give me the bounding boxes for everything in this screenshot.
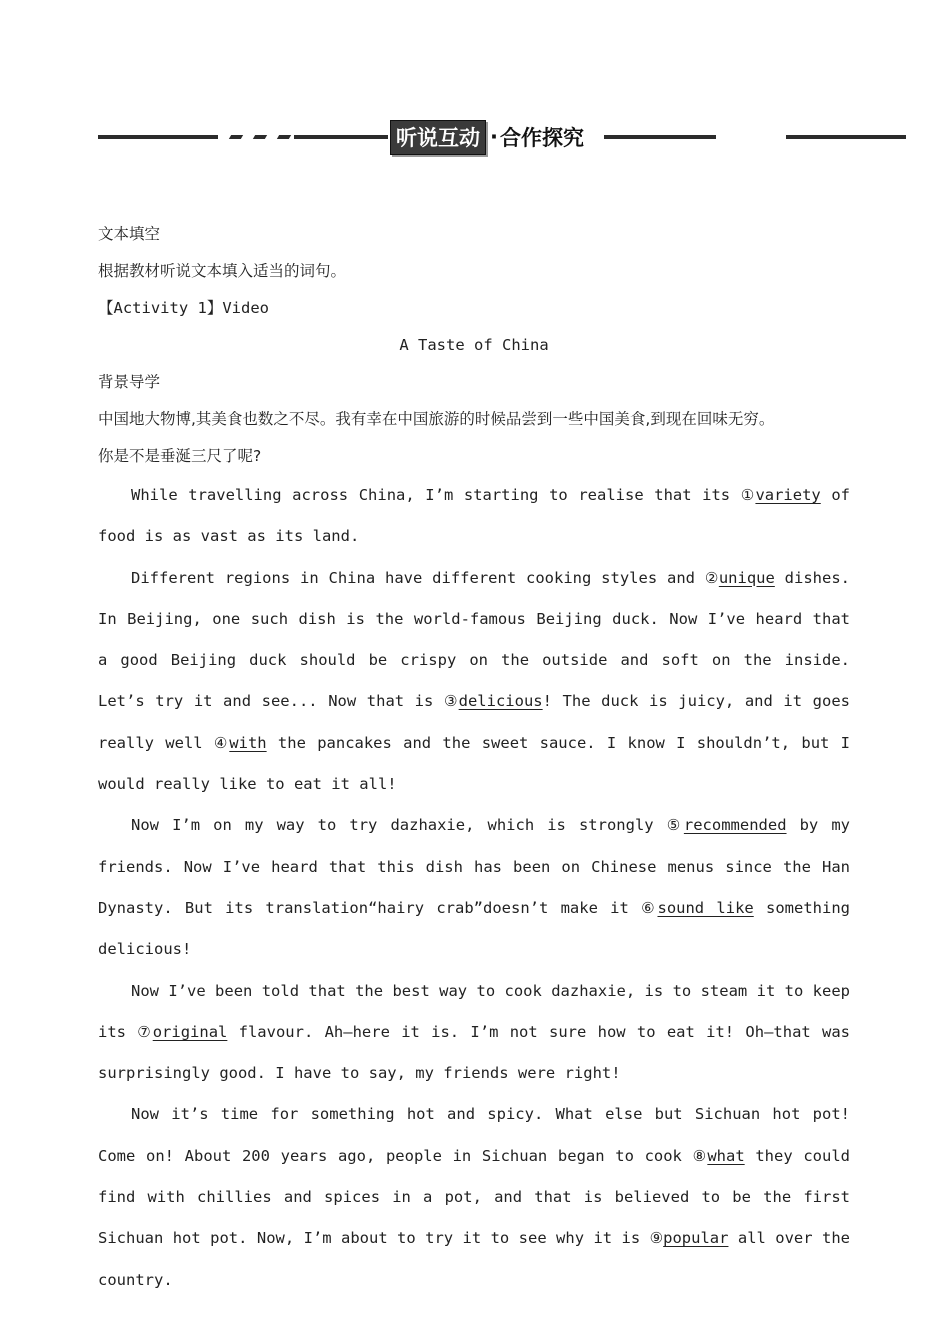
paragraph-text: Now I’ve been told that the best way to cook dazhaxie, is to steam it to keep its — [98, 981, 850, 1041]
header-dash — [253, 135, 267, 139]
header-boxed-label: 听说互动 — [390, 120, 486, 155]
header-rule-mid — [294, 135, 388, 139]
header-title — [390, 122, 584, 152]
background-text: 中国地大物博,其美食也数之不尽。我有幸在中国旅游的时候品尝到一些中国美食,到现在回味无穷。 — [98, 410, 775, 428]
blank-number: ⑨ — [649, 1229, 664, 1248]
header-rule-right — [604, 135, 716, 139]
passage-paragraph-3 — [98, 805, 850, 970]
paragraph-text: of food is as vast as its land. — [98, 486, 851, 546]
blank-number: ⑦ — [137, 1022, 153, 1041]
header-dash — [229, 135, 243, 139]
header-subtitle: 合作探究 — [499, 126, 584, 150]
paragraph-text: ! The duck is juicy, and it goes really well — [98, 692, 850, 752]
header-separator: · — [490, 125, 498, 149]
passage-paragraph-5 — [98, 1094, 850, 1300]
passage-paragraph-2 — [98, 558, 850, 806]
answer-blank: popular — [663, 1229, 729, 1248]
background-label: 背景导学 — [98, 373, 161, 391]
worksheet-content — [98, 216, 850, 1301]
header-rule-far-right — [786, 135, 906, 139]
answer-blank: recommended — [683, 816, 787, 835]
section-header — [98, 118, 906, 156]
paragraph-text: all over the country. — [98, 1229, 851, 1289]
instruction: 根据教材听说文本填入适当的词句。 — [98, 262, 347, 280]
answer-blank: original — [152, 1022, 228, 1041]
paragraph-text: by my friends. Now I’ve heard that this dish has been on Chinese menus since the Han Dynasty. But its translation“hairy crab”doesn’t make it — [98, 816, 850, 917]
blank-number: ⑧ — [692, 1146, 708, 1165]
paragraph-text: Different regions in China have different cooking styles and — [131, 568, 705, 587]
passage-title: A Taste of China — [399, 336, 549, 354]
paragraph-text: dishes. In Beijing, one such dish is the world-famous Beijing duck. Now I’ve heard that a good Beijing duck should be crispy on the outside and soft on the inside. Let’s try it and see... Now that is — [98, 568, 850, 711]
answer-blank: unique — [718, 568, 775, 587]
blank-number: ② — [704, 568, 719, 587]
blank-number: ③ — [443, 692, 459, 711]
passage-paragraph-1 — [98, 475, 850, 558]
answer-blank: delicious — [458, 692, 543, 711]
answer-blank: sound like — [657, 898, 754, 917]
answer-blank: variety — [755, 486, 821, 504]
paragraph-text: flavour. Ah—here it is. I’m not sure how to eat it! Oh—that was surprisingly good. I have to say, my friends were right! — [98, 1022, 851, 1083]
blank-number: ⑤ — [666, 816, 684, 835]
answer-blank: with — [229, 733, 267, 752]
paragraph-text: the pancakes and the sweet sauce. I know I shouldn’t, but I would really like to eat it all! — [98, 733, 850, 794]
paragraph-text: they could find with chillies and spices in a pot, and that is believed to be the first Sichuan hot pot. Now, I’m about to try it to see why it is — [98, 1146, 850, 1248]
paragraph-text: something delicious! — [98, 898, 850, 959]
section-title: 文本填空 — [98, 225, 161, 243]
paragraph-text: While travelling across China, I’m starting to realise that its — [131, 486, 741, 504]
background-text: 你是不是垂涎三尺了呢? — [98, 447, 262, 465]
paragraph-text: Now it’s time for something hot and spicy. What else but Sichuan hot pot! Come on! About 200 years ago, people in Sichuan began to cook — [98, 1105, 850, 1165]
blank-number: ① — [740, 486, 756, 504]
header-rule-left — [98, 135, 218, 139]
paragraph-text: Now I’m on my way to try dazhaxie, which is strongly — [131, 816, 667, 835]
blank-number: ⑥ — [641, 898, 658, 917]
answer-blank: what — [707, 1146, 745, 1165]
activity-label: 【Activity 1】Video — [98, 299, 269, 317]
header-dash — [277, 135, 291, 139]
passage-paragraph-4 — [98, 971, 850, 1095]
blank-number: ④ — [213, 733, 230, 752]
